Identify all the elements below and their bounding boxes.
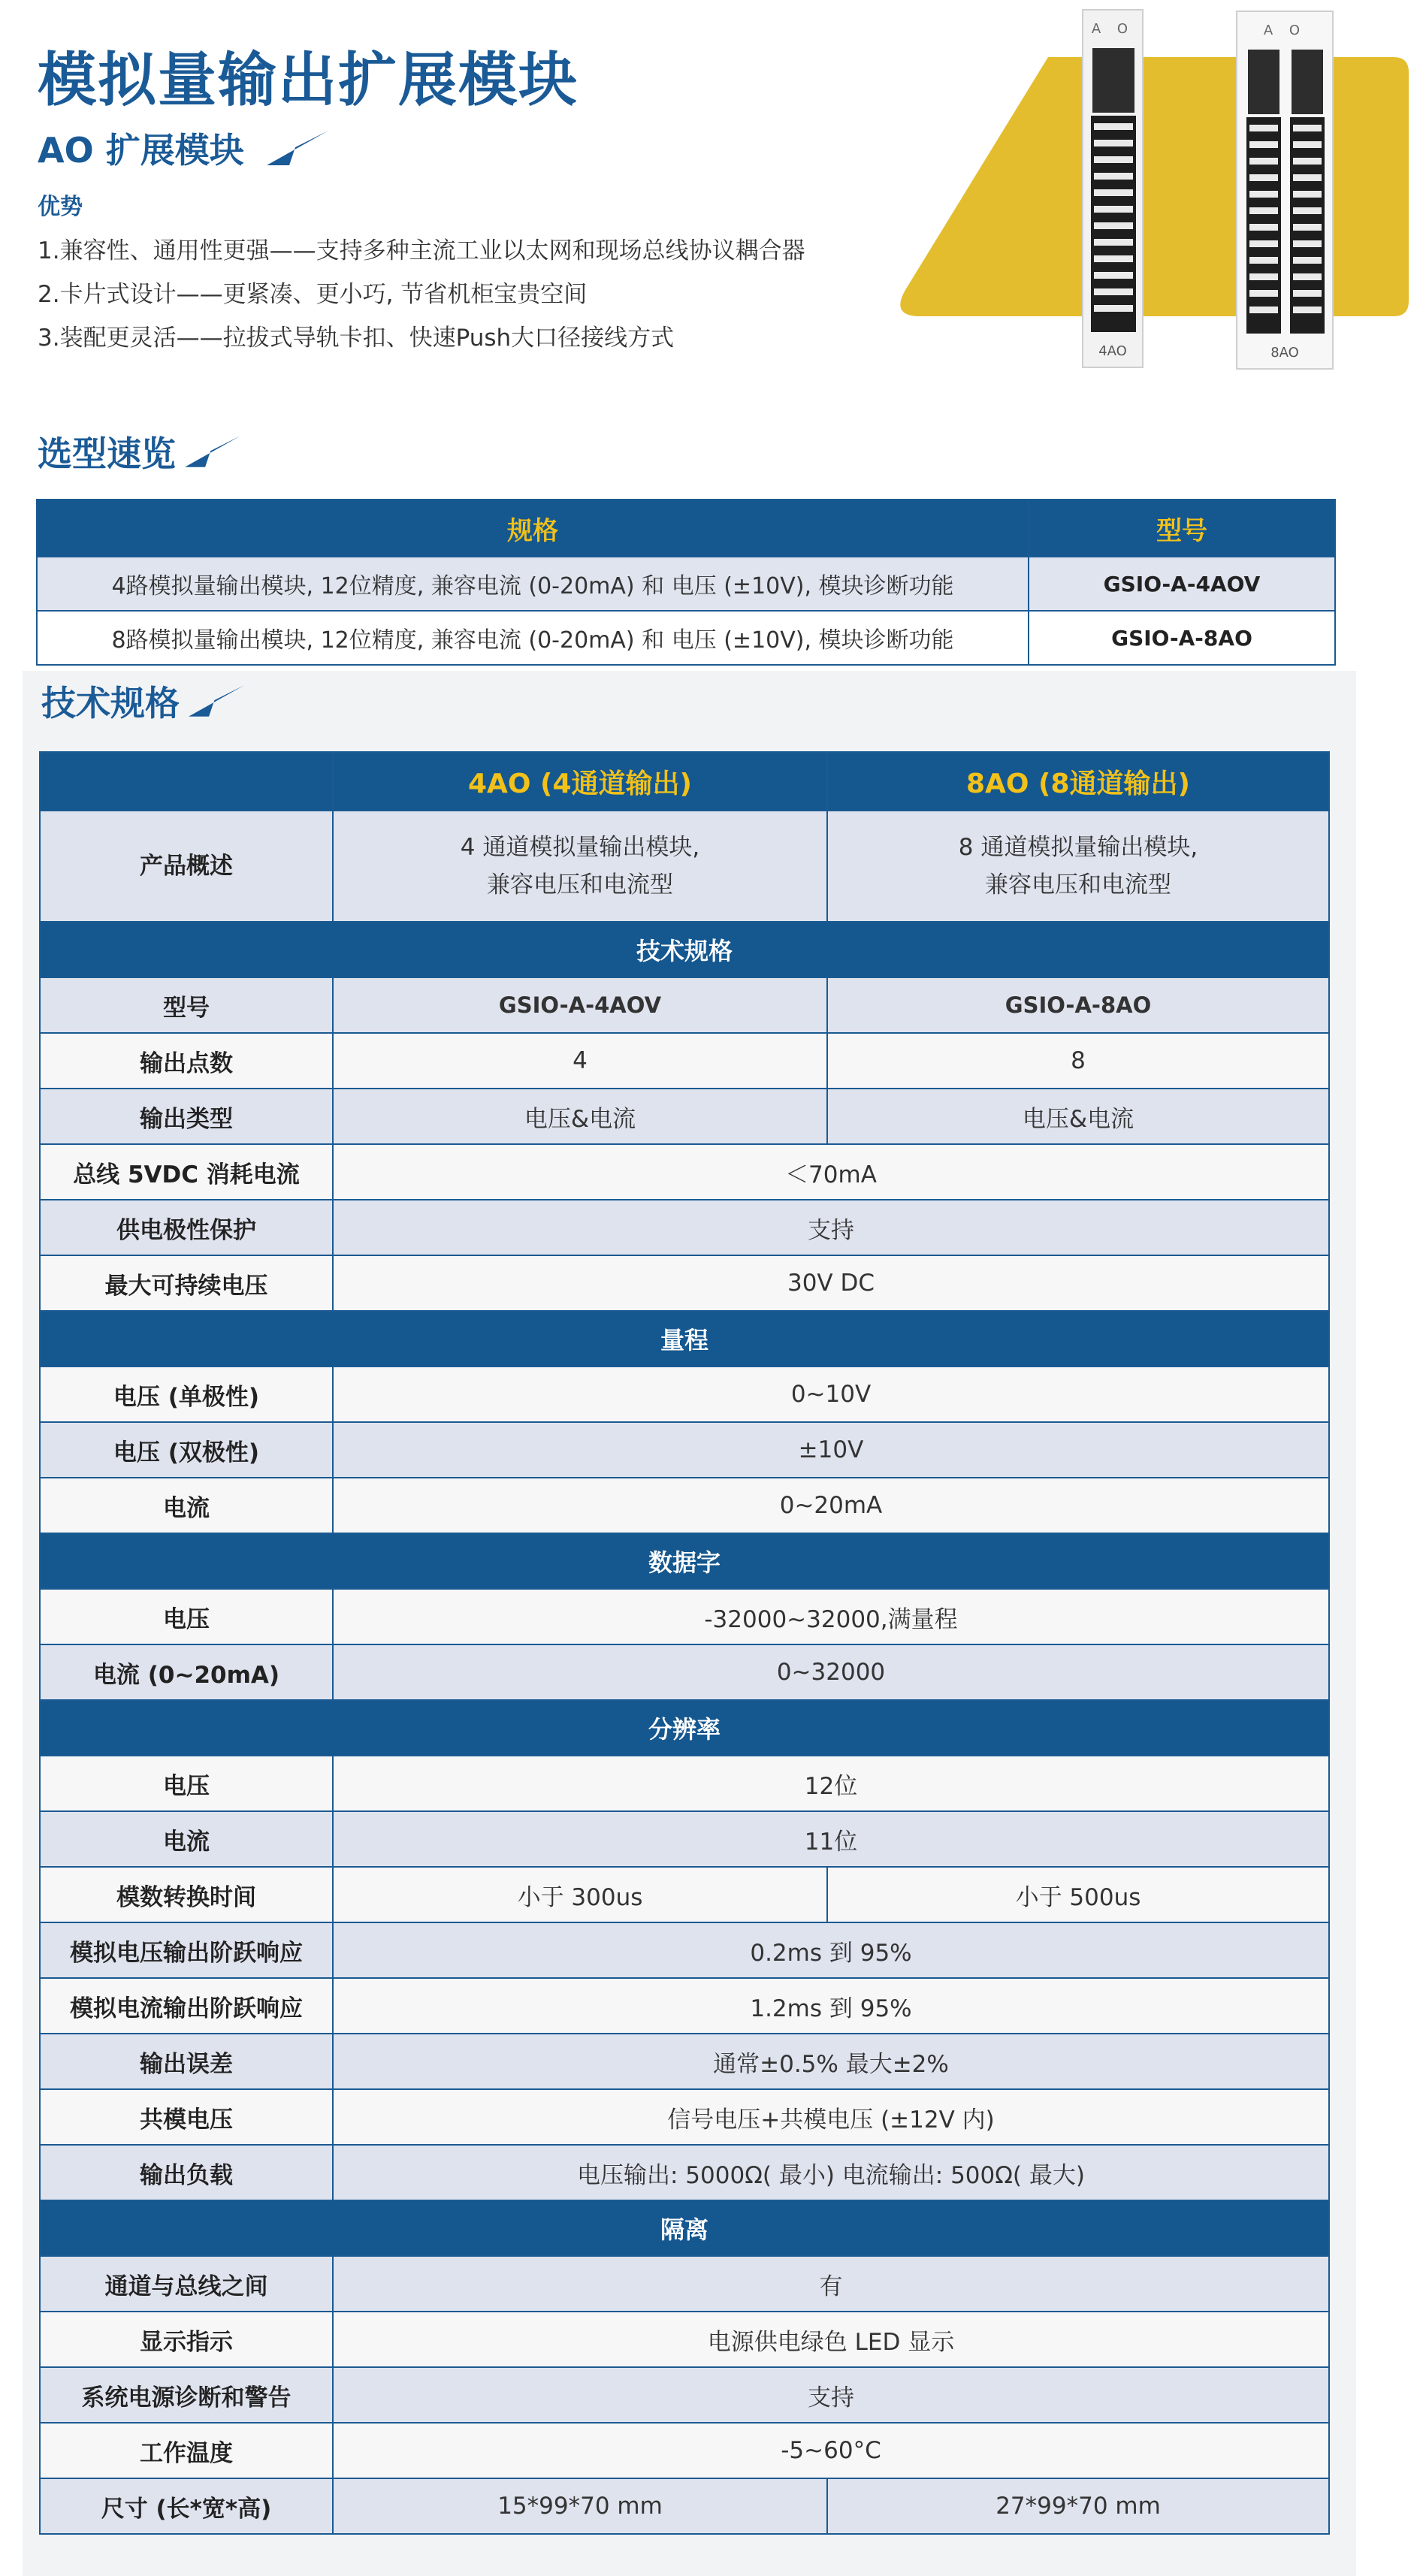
row-label: 产品概述 (40, 811, 333, 922)
section-row (40, 1533, 1329, 1589)
section-heading: 分辨率 (40, 1700, 1329, 1756)
terminal-block (1290, 117, 1325, 334)
module-label-bottom: 8AO (1270, 345, 1299, 361)
overview-line: 8 通道模拟量输出模块, (958, 834, 1198, 861)
cell-value: 电压输出: 5000Ω( 最小) 电流输出: 500Ω( 最大) (333, 2145, 1329, 2200)
cell-value: 信号电压+共模电压 (±12V 内) (333, 2089, 1329, 2145)
section-heading: 技术规格 (40, 922, 1329, 977)
spec-cell: 8路模拟量输出模块, 12位精度, 兼容电流 (0-20mA) 和 电压 (±10V), 模块诊断功能 (37, 611, 1029, 665)
arrow-icon (189, 685, 244, 717)
row-label: 电压 (双极性) (40, 1422, 333, 1478)
specs-title-text: 技术规格 (41, 683, 180, 723)
advantage-item: 1.兼容性、通用性更强——支持多种主流工业以太网和现场总线协议耦合器 (38, 237, 805, 264)
led-strip (1092, 48, 1134, 113)
terminal-block (1246, 117, 1281, 334)
overview-line: 兼容电压和电流型 (487, 871, 673, 898)
header-model: 型号 (1029, 500, 1335, 557)
section-row (40, 1311, 1329, 1367)
cell-value: -5~60°C (333, 2423, 1329, 2478)
table-row (40, 1644, 1329, 1700)
row-label: 电压 (40, 1756, 333, 1811)
row-label: 电流 (0~20mA) (40, 1644, 333, 1700)
product-image-8ao (1236, 11, 1334, 370)
table-row (40, 1589, 1329, 1644)
table-row (40, 977, 1329, 1033)
row-label: 最大可持续电压 (40, 1255, 333, 1311)
cell-value: 0~32000 (333, 1644, 1329, 1700)
cell-8ao: 电压&电流 (827, 1089, 1329, 1144)
cell-8ao: 8 (827, 1033, 1329, 1089)
table-row (40, 811, 1329, 922)
section-subtitle (38, 123, 328, 173)
row-label: 模拟电压输出阶跃响应 (40, 1922, 333, 1978)
table-row (40, 1144, 1329, 1200)
spec-table (39, 751, 1330, 2535)
model-cell: GSIO-A-4AOV (1029, 557, 1335, 611)
row-label: 型号 (40, 977, 333, 1033)
row-label: 输出类型 (40, 1089, 333, 1144)
advantage-item: 2.卡片式设计——更紧凑、更小巧, 节省机柜宝贵空间 (38, 281, 588, 308)
cell-4ao: 15*99*70 mm (333, 2478, 827, 2534)
selection-title-text: 选型速览 (38, 433, 176, 474)
section-row (40, 1700, 1329, 1756)
overview-8ao (827, 811, 1329, 922)
led-strip (1248, 50, 1279, 114)
product-image-4ao (1082, 9, 1144, 368)
cell-value: 1.2ms 到 95% (333, 1978, 1329, 2034)
table-header-row (37, 500, 1335, 557)
cell-value: -32000~32000,满量程 (333, 1589, 1329, 1644)
subtitle-text: AO 扩展模块 (38, 130, 244, 171)
table-row (40, 2034, 1329, 2089)
table-row (40, 1867, 1329, 1922)
row-label: 电流 (40, 1478, 333, 1533)
led-strip (1292, 50, 1323, 114)
section-heading: 隔离 (40, 2200, 1329, 2256)
table-row (40, 1422, 1329, 1478)
advantages-title: 优势 (38, 194, 83, 220)
cell-8ao: 27*99*70 mm (827, 2478, 1329, 2534)
cell-value: 12位 (333, 1756, 1329, 1811)
module-label-bottom: 4AO (1098, 343, 1127, 359)
cell-value: 支持 (333, 2367, 1329, 2423)
row-label: 显示指示 (40, 2312, 333, 2367)
overview-4ao (333, 811, 827, 922)
header-blank (40, 752, 333, 811)
row-label: 输出负载 (40, 2145, 333, 2200)
cell-8ao: 小于 500us (827, 1867, 1329, 1922)
row-label: 总线 5VDC 消耗电流 (40, 1144, 333, 1200)
section-heading: 量程 (40, 1311, 1329, 1367)
overview-line: 4 通道模拟量输出模块, (460, 834, 700, 861)
row-label: 电流 (40, 1811, 333, 1867)
row-label: 输出点数 (40, 1033, 333, 1089)
cell-value: 0~10V (333, 1367, 1329, 1422)
cell-value: 0.2ms 到 95% (333, 1922, 1329, 1978)
cell-value: ±10V (333, 1422, 1329, 1478)
selection-title (38, 427, 240, 476)
cell-value: 有 (333, 2256, 1329, 2312)
row-label: 模拟电流输出阶跃响应 (40, 1978, 333, 2034)
cell-value: 通常±0.5% 最大±2% (333, 2034, 1329, 2089)
table-row (40, 1478, 1329, 1533)
row-label: 系统电源诊断和警告 (40, 2367, 333, 2423)
arrow-icon (267, 131, 328, 165)
table-row (40, 2256, 1329, 2312)
advantage-item: 3.装配更灵活——拉拔式导轨卡扣、快速Push大口径接线方式 (38, 325, 675, 352)
header-8ao: 8AO (8通道输出) (827, 752, 1329, 811)
table-row (40, 1089, 1329, 1144)
table-row (40, 2089, 1329, 2145)
arrow-icon (185, 436, 240, 467)
advantages-list (38, 229, 805, 360)
section-row (40, 2200, 1329, 2256)
module-label-top: A O (1263, 23, 1307, 38)
table-row (40, 1811, 1329, 1867)
table-row (40, 2145, 1329, 2200)
row-label: 通道与总线之间 (40, 2256, 333, 2312)
table-row (40, 1978, 1329, 2034)
table-row (40, 1756, 1329, 1811)
cell-value: 支持 (333, 1200, 1329, 1255)
table-row (40, 2312, 1329, 2367)
row-label: 输出误差 (40, 2034, 333, 2089)
cell-4ao: 4 (333, 1033, 827, 1089)
table-row (40, 2478, 1329, 2534)
row-label: 尺寸 (长*宽*高) (40, 2478, 333, 2534)
table-row (40, 1033, 1329, 1089)
section-heading: 数据字 (40, 1533, 1329, 1589)
row-label: 电压 (单极性) (40, 1367, 333, 1422)
header-4ao: 4AO (4通道输出) (333, 752, 827, 811)
cell-value: ＜70mA (333, 1144, 1329, 1200)
row-label: 共模电压 (40, 2089, 333, 2145)
cell-8ao: GSIO-A-8AO (827, 977, 1329, 1033)
selection-table (36, 499, 1336, 666)
row-label: 工作温度 (40, 2423, 333, 2478)
specs-title (41, 676, 244, 726)
table-row (40, 2367, 1329, 2423)
table-row (40, 1367, 1329, 1422)
row-label: 电压 (40, 1589, 333, 1644)
row-label: 模数转换时间 (40, 1867, 333, 1922)
table-row (37, 557, 1335, 611)
table-row (40, 1255, 1329, 1311)
page-title: 模拟量输出扩展模块 (38, 47, 579, 114)
table-row (37, 611, 1335, 665)
row-label: 供电极性保护 (40, 1200, 333, 1255)
cell-value: 30V DC (333, 1255, 1329, 1311)
terminal-block (1091, 116, 1136, 332)
cell-value: 11位 (333, 1811, 1329, 1867)
cell-value: 0~20mA (333, 1478, 1329, 1533)
spec-cell: 4路模拟量输出模块, 12位精度, 兼容电流 (0-20mA) 和 电压 (±10V), 模块诊断功能 (37, 557, 1029, 611)
cell-4ao: 小于 300us (333, 1867, 827, 1922)
model-cell: GSIO-A-8AO (1029, 611, 1335, 665)
table-row (40, 2423, 1329, 2478)
table-row (40, 1922, 1329, 1978)
overview-line: 兼容电压和电流型 (985, 871, 1171, 898)
cell-4ao: 电压&电流 (333, 1089, 827, 1144)
table-row (40, 1200, 1329, 1255)
module-label-top: A O (1091, 21, 1134, 37)
section-row (40, 922, 1329, 977)
header-spec: 规格 (37, 500, 1029, 557)
table-header-row (40, 752, 1329, 811)
cell-value: 电源供电绿色 LED 显示 (333, 2312, 1329, 2367)
cell-4ao: GSIO-A-4AOV (333, 977, 827, 1033)
